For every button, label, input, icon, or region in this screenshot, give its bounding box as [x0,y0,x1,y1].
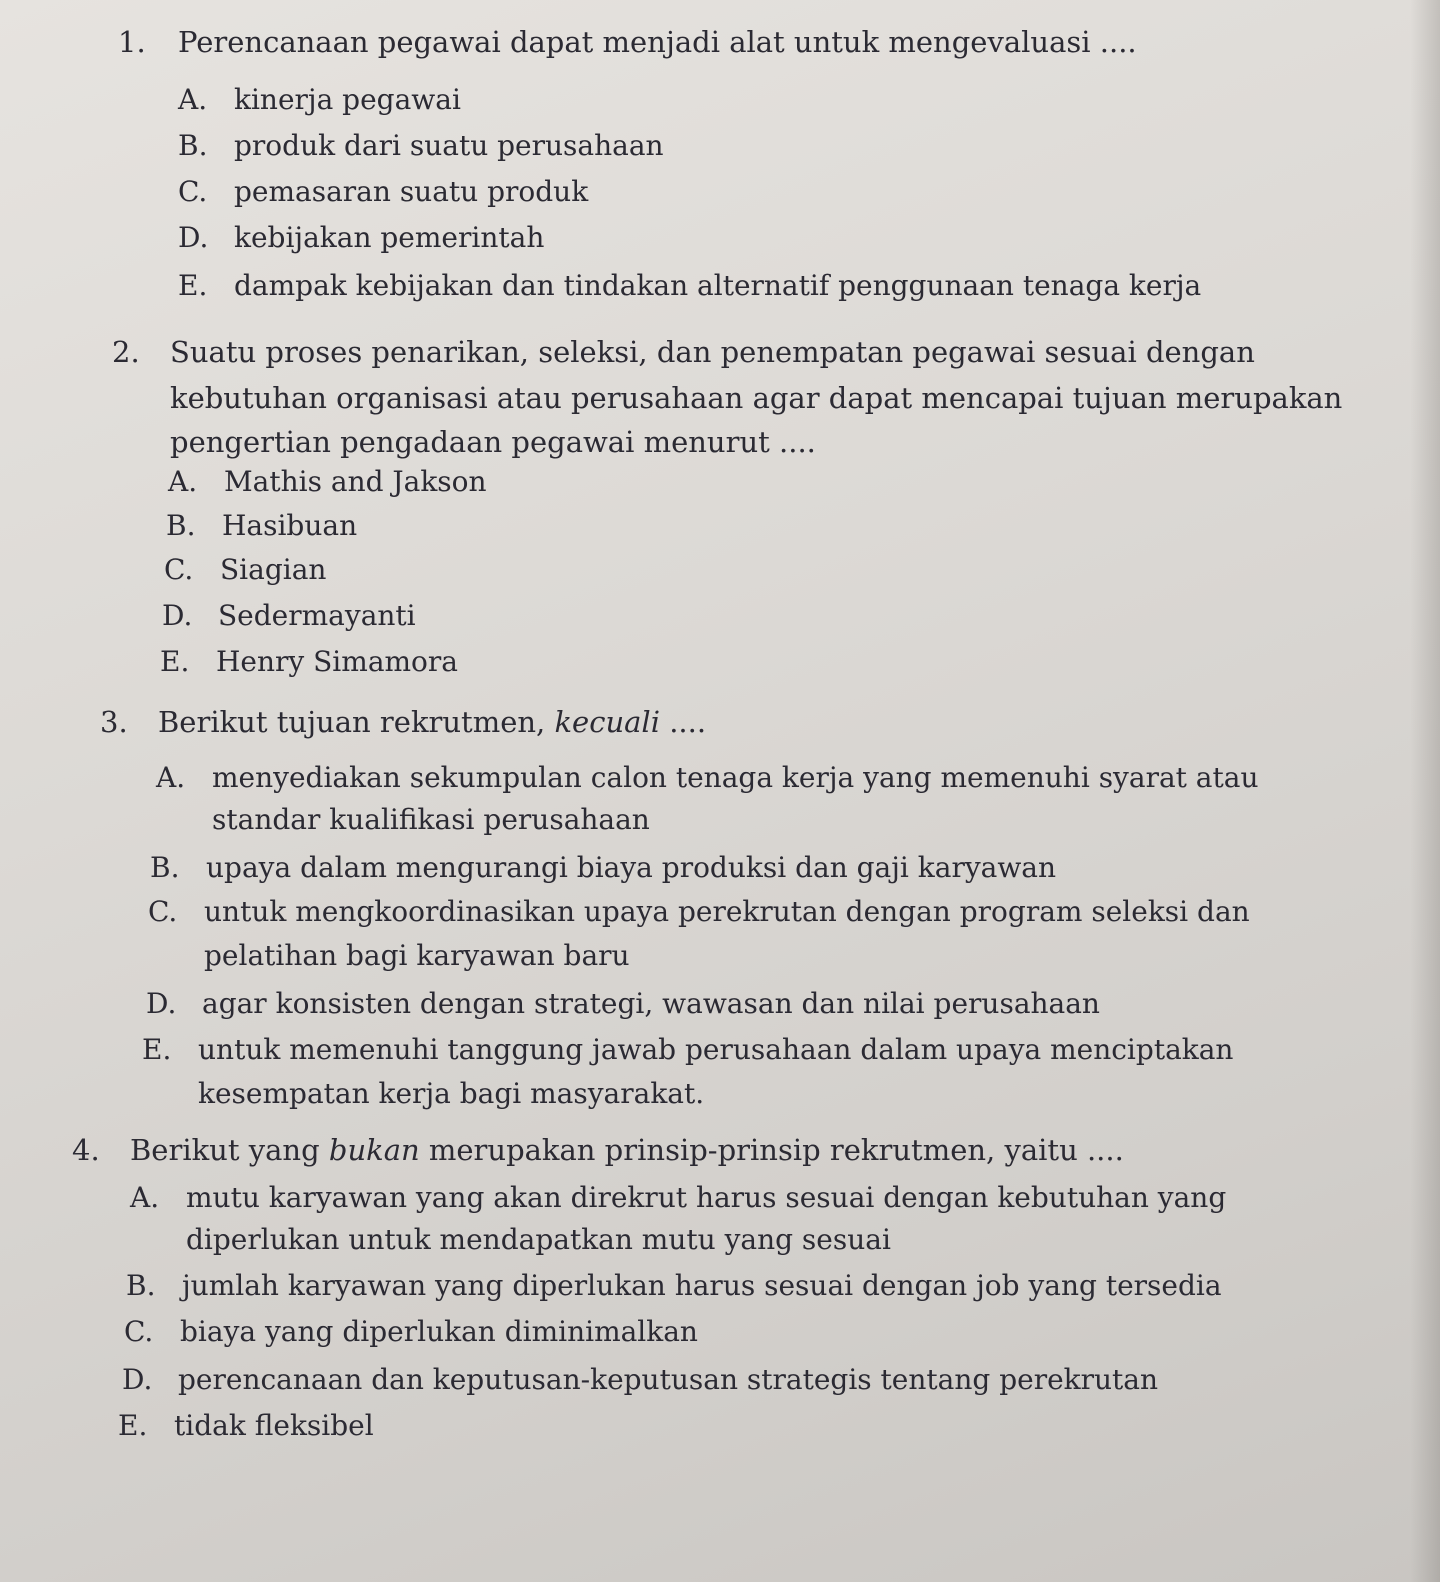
option-letter: A. [156,761,186,794]
option-letter: B. [166,509,196,542]
option-letter: D. [122,1363,153,1396]
option-a[interactable] [178,78,461,122]
option-a[interactable] [156,756,1258,800]
option-e[interactable] [178,264,1201,308]
option-b[interactable] [166,504,357,548]
option-letter: E. [178,269,208,302]
option-text: tidak fleksibel [174,1409,374,1442]
option-c[interactable] [164,548,326,592]
option-c[interactable] [124,1310,698,1354]
option-e[interactable] [142,1028,1233,1072]
option-letter: C. [148,895,178,928]
option-text: Henry Simamora [216,645,458,678]
option-b[interactable] [178,124,664,168]
option-text: pemasaran suatu produk [234,175,589,208]
option-text: Hasibuan [222,509,358,542]
option-e[interactable] [160,640,458,684]
option-b[interactable] [150,846,1056,890]
question-text: Perencanaan pegawai dapat menjadi alat untuk mengevaluasi .... [178,25,1137,59]
question-text-part: merupakan prinsip-prinsip rekrutmen, yaitu .... [419,1133,1124,1167]
option-text: kebijakan pemerintah [234,221,545,254]
question-text-line: kebutuhan organisasi atau perusahaan agar dapat mencapai tujuan merupakan [170,381,1343,415]
option-letter: C. [178,175,208,208]
option-text: untuk mengkoordinasikan upaya perekrutan dengan program seleksi dan [204,895,1250,928]
option-c[interactable] [148,890,1250,934]
option-d[interactable] [178,216,544,260]
option-letter: A. [130,1181,160,1214]
option-d[interactable] [122,1358,1158,1402]
option-text: jumlah karyawan yang diperlukan harus sesuai dengan job yang tersedia [182,1269,1222,1302]
option-a[interactable] [130,1176,1226,1220]
option-b[interactable] [126,1264,1222,1308]
option-text: perencanaan dan keputusan-keputusan strategis tentang perekrutan [178,1363,1159,1396]
option-text: Mathis and Jakson [224,465,487,498]
question-number: 1. [118,25,146,59]
option-text-continuation: diperlukan untuk mendapatkan mutu yang sesuai [186,1223,891,1256]
question-number: 2. [112,335,140,369]
option-text-continuation: pelatihan bagi karyawan baru [204,939,630,972]
option-letter: E. [142,1033,172,1066]
question-text-line: pengertian pengadaan pegawai menurut .... [170,425,816,459]
question-text-line: Suatu proses penarikan, seleksi, dan penempatan pegawai sesuai dengan [170,335,1255,369]
question-text-part: .... [659,705,707,739]
option-letter: A. [178,83,208,116]
option-letter: E. [160,645,190,678]
option-letter: B. [126,1269,156,1302]
option-text: Siagian [220,553,327,586]
option-letter: C. [124,1315,154,1348]
option-text: kinerja pegawai [234,83,461,116]
option-text-continuation: standar kualifikasi perusahaan [212,803,650,836]
option-e[interactable] [118,1404,374,1448]
question-text [130,1128,1124,1173]
option-letter: D. [178,221,209,254]
option-letter: D. [146,987,177,1020]
option-d[interactable] [146,982,1100,1026]
option-letter: D. [162,599,193,632]
option-a[interactable] [168,460,487,504]
option-text-continuation: kesempatan kerja bagi masyarakat. [198,1077,705,1110]
option-text: untuk memenuhi tanggung jawab perusahaan dalam upaya menciptakan [198,1033,1234,1066]
question-text [158,700,706,745]
option-letter: A. [168,465,198,498]
option-text: agar konsisten dengan strategi, wawasan dan nilai perusahaan [202,987,1100,1020]
option-d[interactable] [162,594,416,638]
question-text-part: Berikut tujuan rekrutmen, [158,705,555,739]
option-letter: B. [150,851,180,884]
question-number: 4. [72,1133,100,1167]
option-text: biaya yang diperlukan diminimalkan [180,1315,698,1348]
option-text: produk dari suatu perusahaan [234,129,664,162]
option-letter: E. [118,1409,148,1442]
option-text: menyediakan sekumpulan calon tenaga kerja yang memenuhi syarat atau [212,761,1259,794]
option-c[interactable] [178,170,588,214]
option-letter: B. [178,129,208,162]
option-text: Sedermayanti [218,599,416,632]
question-text-emphasis: kecuali [554,705,660,739]
option-letter: C. [164,553,194,586]
option-text: upaya dalam mengurangi biaya produksi dan gaji karyawan [206,851,1057,884]
question-number: 3. [100,705,128,739]
page-edge-shadow [1410,0,1440,1582]
question-text-emphasis: bukan [328,1133,420,1167]
option-text: dampak kebijakan dan tindakan alternatif penggunaan tenaga kerja [234,269,1202,302]
option-text: mutu karyawan yang akan direkrut harus sesuai dengan kebutuhan yang [186,1181,1227,1214]
question-text-part: Berikut yang [130,1133,329,1167]
